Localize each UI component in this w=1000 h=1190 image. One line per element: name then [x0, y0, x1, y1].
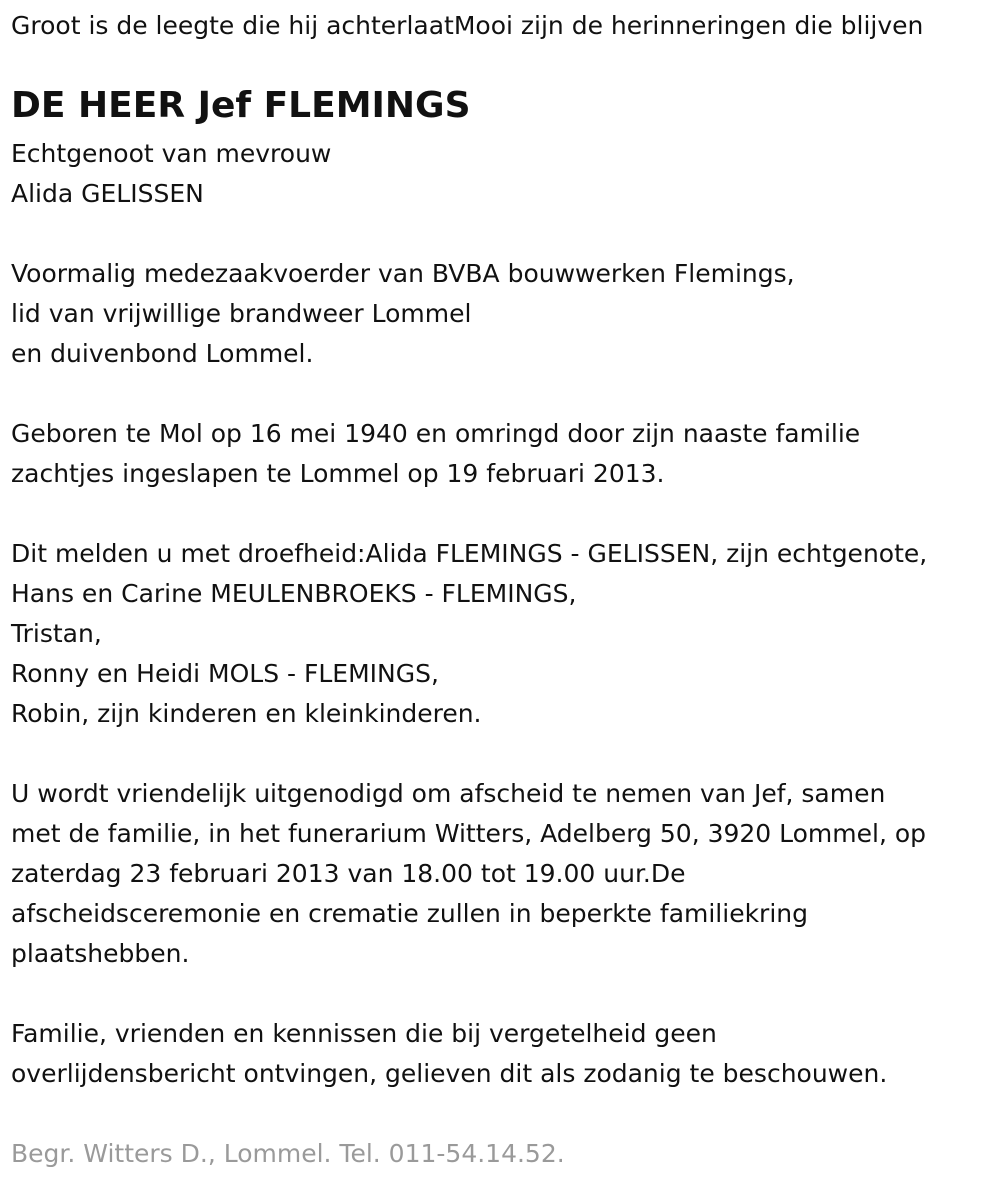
career-section [11, 254, 795, 374]
career-line: Voormalig medezaakvoerder van BVBA bouwwerken Flemings, [11, 259, 795, 288]
family-line: Robin, zijn kinderen en kleinkinderen. [11, 699, 482, 728]
family-section [11, 534, 927, 734]
family-line: Dit melden u met droefheid:Alida FLEMINGS - GELISSEN, zijn echtgenote, [11, 539, 928, 568]
invitation-line: met de familie, in het funerarium Witters, Adelberg 50, 3920 Lommel, op [11, 819, 927, 848]
career-line: lid van vrijwillige brandweer Lommel [11, 299, 472, 328]
invitation-line: zaterdag 23 februari 2013 van 18.00 tot 19.00 uur.De [11, 859, 686, 888]
notice-line: Familie, vrienden en kennissen die bij vergetelheid geen [11, 1019, 717, 1048]
career-line: en duivenbond Lommel. [11, 339, 314, 368]
birth-death-section [11, 414, 860, 494]
family-line: Tristan, [11, 619, 102, 648]
spouse-section [11, 134, 331, 214]
motto-text: Groot is de leegte die hij achterlaatMooi zijn de herinneringen die blijven [11, 11, 924, 40]
invitation-line: plaatshebben. [11, 939, 190, 968]
deceased-name: DE HEER Jef FLEMINGS [11, 85, 471, 126]
birth-death-line: zachtjes ingeslapen te Lommel op 19 februari 2013. [11, 459, 665, 488]
spouse-line: Alida GELISSEN [11, 179, 204, 208]
invitation-line: U wordt vriendelijk uitgenodigd om afscheid te nemen van Jef, samen [11, 779, 886, 808]
notice-line: overlijdensbericht ontvingen, gelieven dit als zodanig te beschouwen. [11, 1059, 888, 1088]
family-line: Ronny en Heidi MOLS - FLEMINGS, [11, 659, 439, 688]
notice-section [11, 1014, 887, 1094]
birth-death-line: Geboren te Mol op 16 mei 1940 en omringd door zijn naaste familie [11, 419, 861, 448]
undertaker-footer: Begr. Witters D., Lommel. Tel. 011-54.14.52. [11, 1139, 565, 1168]
spouse-line: Echtgenoot van mevrouw [11, 139, 332, 168]
family-line: Hans en Carine MEULENBROEKS - FLEMINGS, [11, 579, 577, 608]
invitation-line: afscheidsceremonie en crematie zullen in beperkte familiekring [11, 899, 808, 928]
invitation-section [11, 774, 926, 974]
